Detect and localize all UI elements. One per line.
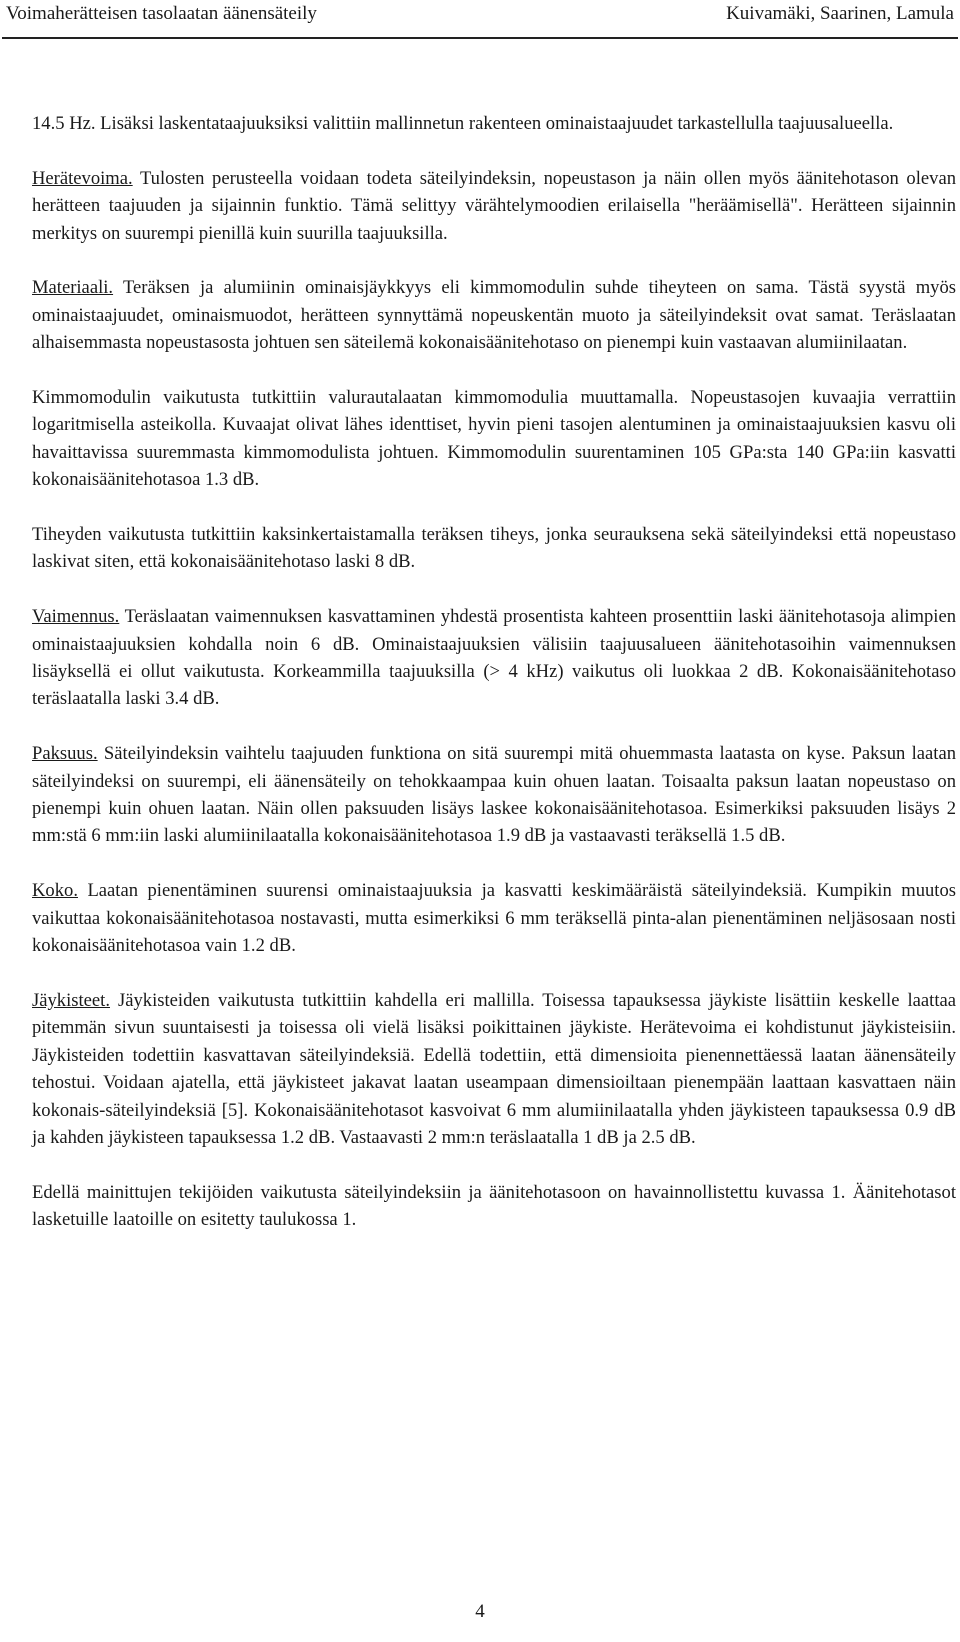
- body-text: [32, 110, 956, 1261]
- paragraph-text: Teräksen ja alumiinin ominaisjäykkyys eli kimmomodulin suhde tiheyteen on sama. Tästä syystä myös ominaistaajuudet, ominaismuodot, herätteen synnyttämä nopeuskentän muoto ja säteilyindeksit ovat samat. Teräslaatan alhaisemmasta nopeustasosta johtuen sen säteilemä kokonaisäänitehotaso on pienempi kuin vastaavan alumiinilaatan.: [32, 277, 956, 354]
- paragraph-materiaali: [32, 274, 956, 356]
- paragraph-text: 14.5 Hz. Lisäksi laskentataajuuksiksi valittiin mallinnetun rakenteen ominaistaajuudet tarkastellulla taajuusalueella.: [32, 113, 894, 134]
- paragraph-kimmomoduli: [32, 384, 956, 494]
- paragraph-jaykisteet: [32, 987, 956, 1151]
- paragraph-text: Jäykisteiden vaikutusta tutkittiin kahdella eri mallilla. Toisessa tapauksessa jäykiste lisättiin keskelle laattaa pitemmän sivun suuntaisesti ja toisessa oli vielä lisäksi poikittainen jäykiste. Herätevoima ei kohdistunut jäykisteisiin. Jäykisteiden todettiin kasvattavan säteilyindeksiä. Edellä todettiin, että dimensioita pienennettäessä laatan äänensäteily tehostui. Voidaan ajatella, että jäykisteet jakavat laatan useampaan dimensioiltaan pienempään laattaan kasvattaen näin kokonais-säteilyindeksiä [5]. Kokonaisäänitehotasot kasvoivat 6 mm alumiinilaatalla yhden jäykisteen tapauksessa 0.9 dB ja kahden jäykisteen tapauksessa 1.2 dB. Vastaavasti 2 mm:n teräslaatalla 1 dB ja 2.5 dB.: [32, 989, 956, 1148]
- running-header: [0, 0, 960, 40]
- paragraph-lead-jaykisteet: Jäykisteet.: [32, 989, 110, 1011]
- header-rule: [2, 37, 958, 39]
- paragraph-summary: [32, 1179, 956, 1234]
- paragraph-text: Tiheyden vaikutusta tutkittiin kaksinkertaistamalla teräksen tiheys, jonka seurauksena sekä säteilyindeksi että nopeustaso laskivat siten, että kokonaisäänitehotaso laski 8 dB.: [32, 524, 956, 573]
- paragraph-heratevoima: [32, 165, 956, 247]
- paragraph-text: Laatan pienentäminen suurensi ominaistaajuuksia ja kasvatti keskimääräistä säteilyindeksiä. Kumpikin muutos vaikuttaa kokonaisäänitehotasoa nostavasti, mutta esimerkiksi 6 mm teräksellä pinta-alan pienentäminen neljäsosaan nosti kokonaisäänitehotasoa vain 1.2 dB.: [32, 880, 956, 957]
- paragraph-text: Edellä mainittujen tekijöiden vaikutusta säteilyindeksiin ja äänitehotasoon on havainnollistettu kuvassa 1. Äänitehotasot lasketuille laatoille on esitetty taulukossa 1.: [32, 1181, 956, 1231]
- paragraph-tiheys: [32, 521, 956, 576]
- paragraph-paksuus: [32, 740, 956, 850]
- paragraph-text: Tulosten perusteella voidaan todeta säteilyindeksin, nopeustason ja näin ollen myös äänitehotason olevan herätteen taajuuden ja sijainnin funktio. Tämä selittyy värähtelymoodien erilaisella "heräämisellä". Herätteen sijainnin merkitys on suurempi pienillä kuin suurilla taajuuksilla.: [32, 167, 956, 244]
- paragraph-vaimennus: [32, 603, 956, 713]
- paragraph-lead-paksuus: Paksuus.: [32, 743, 98, 765]
- paragraph-lead-heratevoima: Herätevoima.: [32, 167, 133, 189]
- page-number: 4: [475, 1601, 485, 1622]
- paragraph-continuation: [32, 110, 956, 137]
- page-footer: [0, 1600, 960, 1624]
- running-header-title: Voimaherätteisen tasolaatan äänensäteily: [6, 3, 317, 24]
- paragraph-lead-koko: Koko.: [32, 880, 78, 902]
- paragraph-text: Teräslaatan vaimennuksen kasvattaminen yhdestä prosentista kahteen prosenttiin laski äänitehotasoja alimpien ominaistaajuuksien kohdalla noin 6 dB. Ominaistaajuuksien välisiin taajuusalueen äänitehotasoihin vaimennuksen lisäyksellä ei ollut vaikutusta. Korkeammilla taajuuksilla (> 4 kHz) vaikutus oli luokkaa 2 dB. Kokonaisäänitehotaso teräslaatalla laski 3.4 dB.: [32, 606, 956, 710]
- paragraph-lead-vaimennus: Vaimennus.: [32, 606, 120, 628]
- paragraph-lead-materiaali: Materiaali.: [32, 277, 114, 299]
- paragraph-text: Säteilyindeksin vaihtelu taajuuden funktiona on sitä suurempi mitä ohuemmasta laatasta on kyse. Paksun laatan säteilyindeksi on suurempi, eli äänensäteily on tehokkaampaa kuin ohuen laatan. Toisaalta paksun laatan nopeustaso on pienempi kuin ohuen laatan. Näin ollen paksuuden lisäys laskee kokonaisäänitehotasoa. Esimerkiksi paksuuden lisäys 2 mm:stä 6 mm:iin laski alumiinilaatalla kokonaisäänitehotasoa 1.9 dB ja vastaavasti teräksellä 1.5 dB.: [32, 743, 956, 847]
- paragraph-koko: [32, 877, 956, 959]
- paragraph-text: Kimmomodulin vaikutusta tutkittiin valurautalaatan kimmomodulia muuttamalla. Nopeustasojen kuvaajia verrattiin logaritmisella asteikolla. Kuvaajat olivat lähes identtiset, hyvin pieni tasojen alentuminen ja ominaistaajuuksien kasvu oli havaittavissa suuremmasta kimmomodulista johtuen. Kimmomodulin suurentaminen 105 GPa:sta 140 GPa:iin kasvatti kokonaisäänitehotasoa 1.3 dB.: [32, 387, 956, 491]
- running-header-authors: Kuivamäki, Saarinen, Lamula: [726, 3, 954, 24]
